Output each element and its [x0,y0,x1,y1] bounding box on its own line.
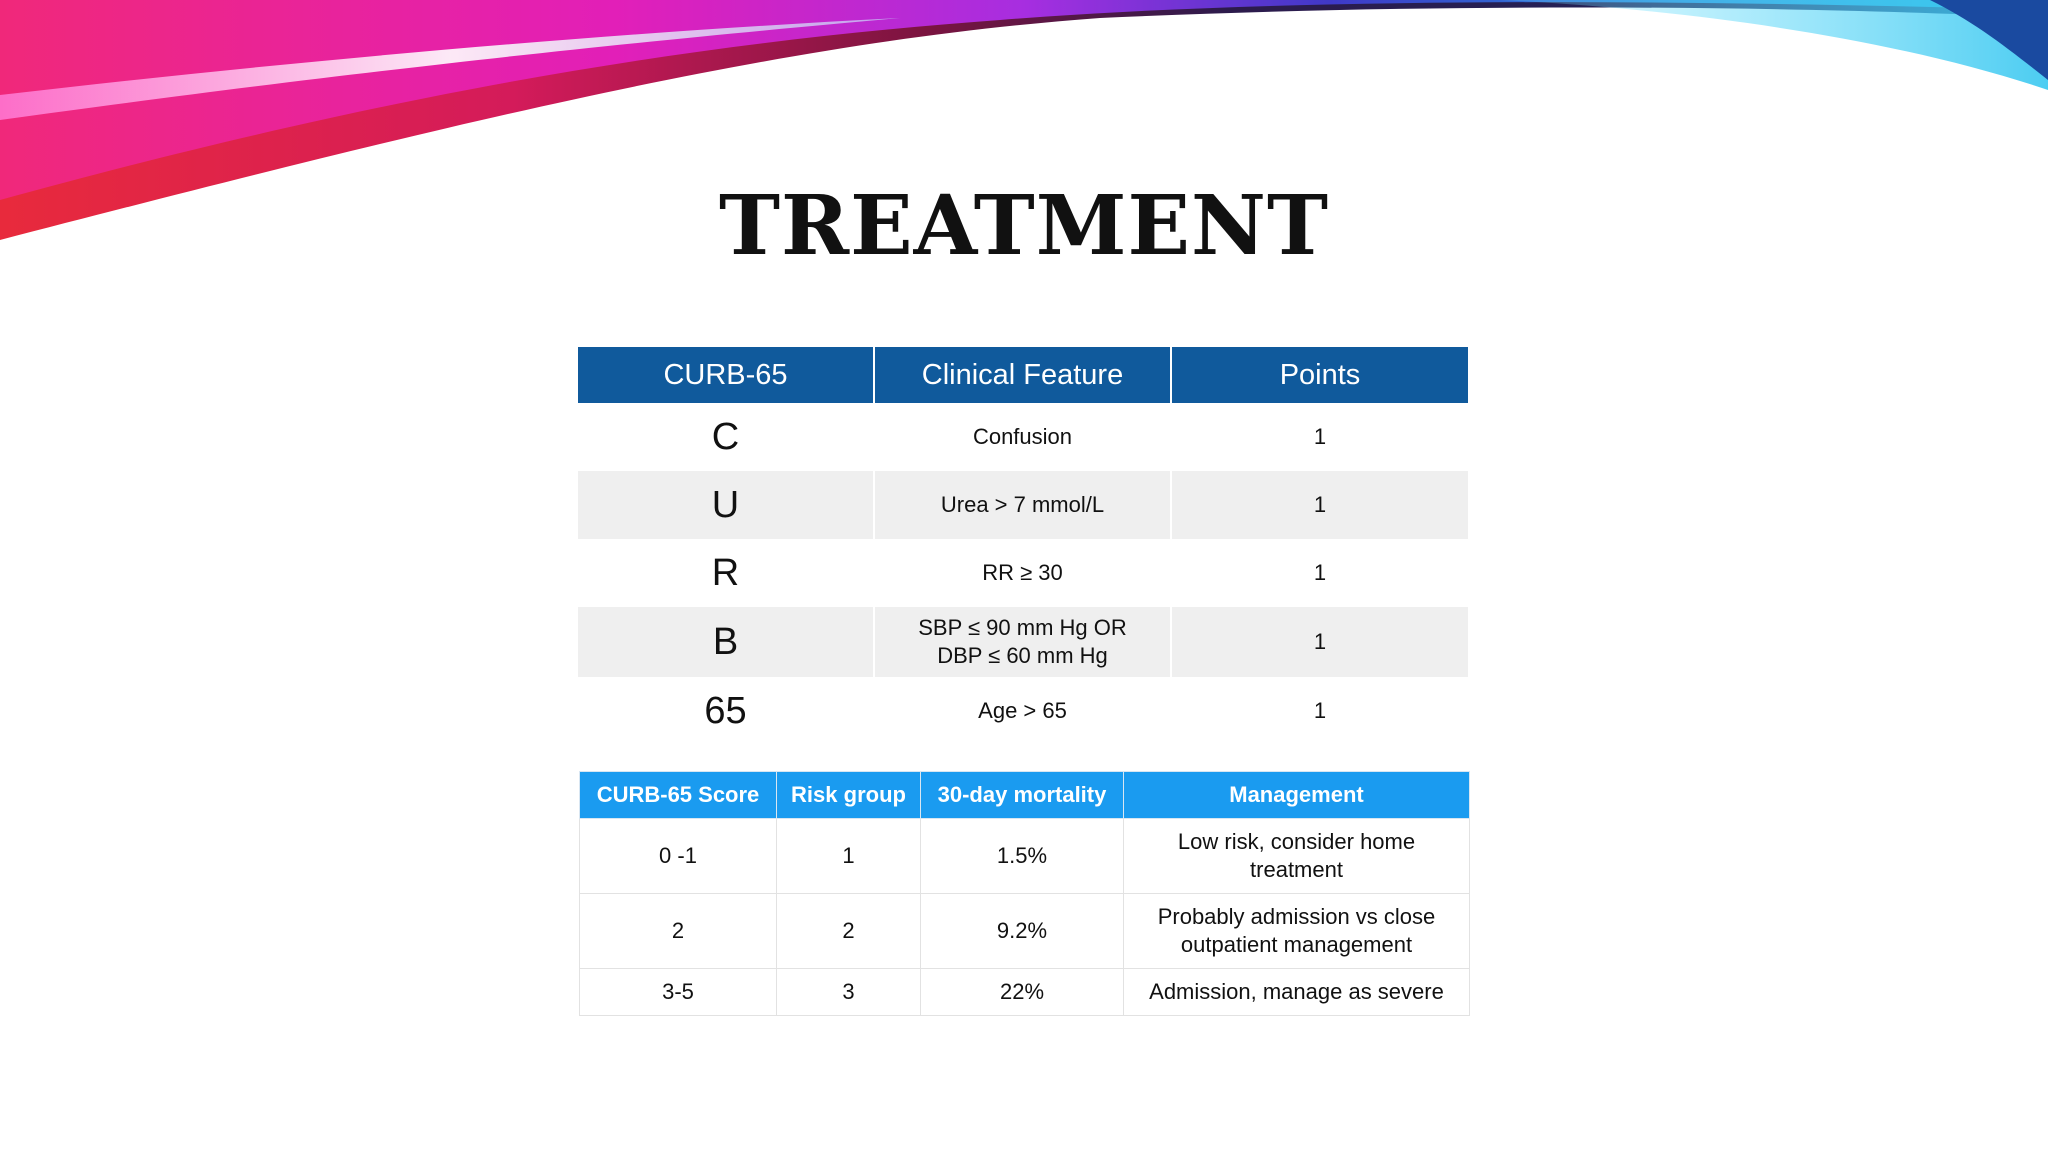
management-line: outpatient management [1180,932,1413,957]
score-range: 0 -1 [580,819,777,894]
table-row [580,894,1470,969]
clinical-feature-line: SBP ≤ 90 mm Hg OR [918,615,1127,640]
points-value: 1 [1171,677,1468,745]
points-value: 1 [1171,403,1468,471]
points-value: 1 [1171,607,1468,677]
table-row [578,677,1468,745]
table-row [580,969,1470,1016]
management-line: treatment [1250,857,1343,882]
table-row [578,471,1468,539]
risk-group: 2 [777,894,921,969]
score-range: 2 [580,894,777,969]
criterion-letter: 65 [578,677,874,745]
clinical-feature: Urea > 7 mmol/L [874,471,1171,539]
table-row [578,539,1468,607]
criterion-letter: R [578,539,874,607]
column-header: Management [1124,772,1470,819]
clinical-feature-line: DBP ≤ 60 mm Hg [937,643,1108,668]
curb-65-criteria-table [578,347,1468,745]
table-header-row [580,772,1470,819]
mortality-rate: 22% [921,969,1124,1016]
column-header: CURB-65 [578,347,874,403]
management-line: Probably admission vs close [1157,904,1436,929]
clinical-feature: Confusion [874,403,1171,471]
points-value: 1 [1171,539,1468,607]
column-header: Risk group [777,772,921,819]
criterion-letter: B [578,607,874,677]
column-header: Points [1171,347,1468,403]
risk-group: 1 [777,819,921,894]
column-header: 30-day mortality [921,772,1124,819]
table-row [578,607,1468,677]
clinical-feature: RR ≥ 30 [874,539,1171,607]
table-row [578,403,1468,471]
curb-65-score-management-table [579,771,1470,1016]
management-text [1124,894,1470,969]
management-text: Admission, manage as severe [1124,969,1470,1016]
score-range: 3-5 [580,969,777,1016]
table-header-row [578,347,1468,403]
management-line: Low risk, consider home [1177,829,1416,854]
criterion-letter: C [578,403,874,471]
mortality-rate: 1.5% [921,819,1124,894]
clinical-feature [874,607,1171,677]
column-header: CURB-65 Score [580,772,777,819]
column-header: Clinical Feature [874,347,1171,403]
risk-group: 3 [777,969,921,1016]
slide-title: TREATMENT [718,178,1330,274]
table-row [580,819,1470,894]
mortality-rate: 9.2% [921,894,1124,969]
criterion-letter: U [578,471,874,539]
management-text [1124,819,1470,894]
clinical-feature: Age > 65 [874,677,1171,745]
points-value: 1 [1171,471,1468,539]
